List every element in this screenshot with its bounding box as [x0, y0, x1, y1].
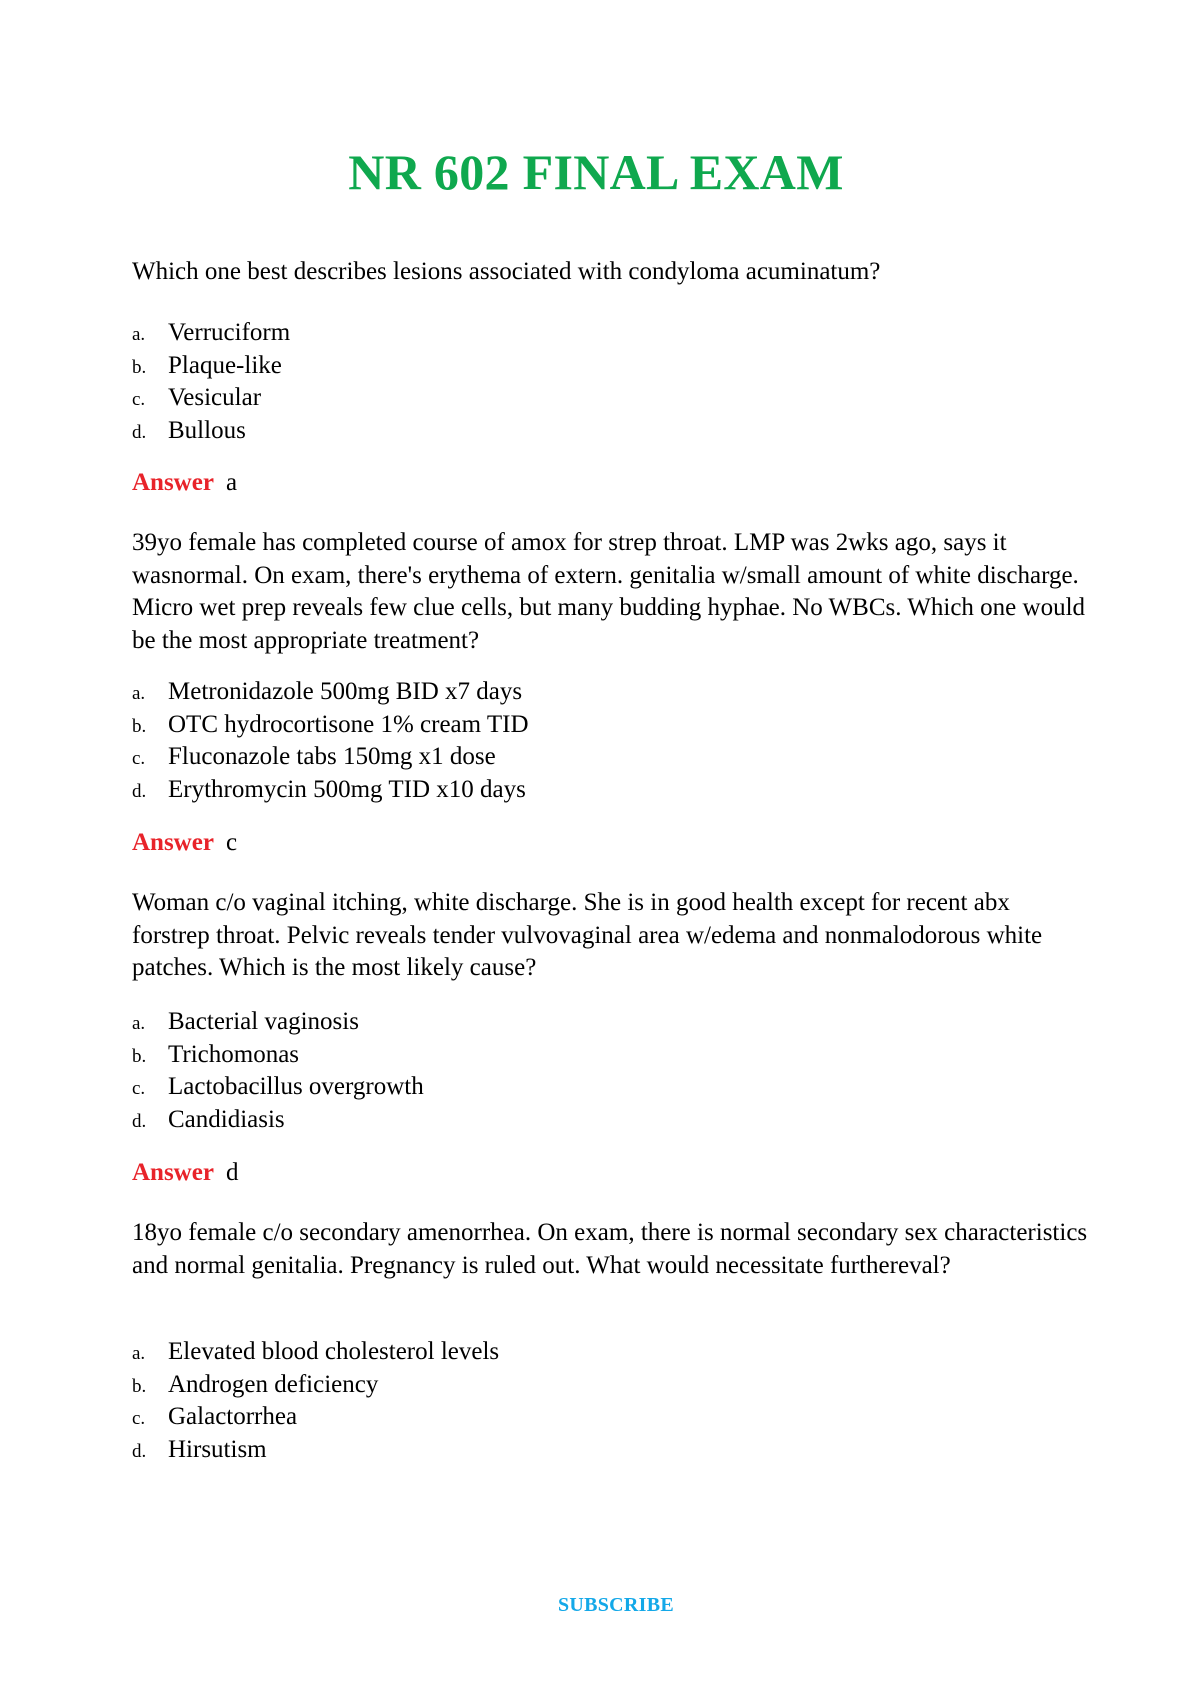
option-letter: a.	[132, 1013, 146, 1034]
option-text: Candidiasis	[168, 1105, 285, 1133]
question-2-options	[132, 676, 529, 806]
question-2-answer	[132, 827, 237, 860]
subscribe-link[interactable]: SUBSCRIBE	[557, 1594, 675, 1616]
option	[132, 774, 529, 807]
option-text: Galactorrhea	[168, 1403, 298, 1430]
option	[132, 1401, 499, 1434]
option-text: Vesicular	[168, 384, 262, 411]
answer-label: Answer	[132, 469, 214, 496]
answer-label: Answer	[132, 829, 214, 856]
option-text: Elevated blood cholesterol levels	[168, 1338, 500, 1365]
option	[132, 1071, 424, 1104]
question-2-text: 39yo female has completed course of amox for strep throat. LMP was 2wks ago, says it wasnormal. On exam, there's erythema of extern. genitalia w/small amount of white discharge. Micro wet prep reveals few clue cells, but many budding hyphae. No WBCs. Which one would be the most appropriate treatment?	[132, 529, 1086, 654]
option	[132, 382, 290, 415]
answer-value: c	[225, 829, 238, 856]
option	[132, 676, 529, 709]
option-letter: d.	[132, 421, 147, 443]
option-text: Fluconazole tabs 150mg x1 dose	[168, 743, 496, 770]
option-letter: c.	[132, 1408, 146, 1429]
question-3-text: Woman c/o vaginal itching, white discharge. She is in good health except for recent abx forstrep throat. Pelvic reveals tender vulvovaginal area w/edema and nonmalodorous white patches. Which is the most likely cause?	[132, 889, 1043, 981]
option-letter: c.	[132, 1078, 146, 1099]
option	[132, 1104, 424, 1137]
option-text: Metronidazole 500mg BID x7 days	[168, 678, 523, 705]
option	[132, 1006, 424, 1039]
option	[132, 415, 290, 448]
option-text: Erythromycin 500mg TID x10 days	[168, 775, 526, 803]
option	[132, 741, 529, 774]
option-letter: d.	[132, 1110, 147, 1132]
option-letter: d.	[132, 780, 147, 802]
answer-value: d	[225, 1159, 239, 1186]
option	[132, 1434, 499, 1467]
option-letter: a.	[132, 324, 146, 345]
question-4-options	[132, 1336, 499, 1466]
option-letter: d.	[132, 1440, 147, 1462]
option	[132, 709, 529, 742]
option-text: Bullous	[168, 416, 246, 444]
option-letter: b.	[132, 1375, 147, 1397]
question-3-answer	[132, 1157, 238, 1190]
option-text: Androgen deficiency	[168, 1370, 379, 1398]
option-text: Plaque-like	[168, 351, 282, 379]
option-text: Trichomonas	[168, 1040, 300, 1068]
option-letter: a.	[132, 683, 146, 704]
option	[132, 1039, 424, 1072]
option-text: Verruciform	[168, 319, 291, 346]
page-title: NR 602 FINAL EXAM	[348, 144, 844, 200]
question-4-text: 18yo female c/o secondary amenorrhea. On exam, there is normal secondary sex characteristics and normal genitalia. Pregnancy is ruled out. What would necessitate furthereval?	[132, 1219, 1088, 1279]
option-letter: c.	[132, 748, 146, 769]
question-3-options	[132, 1006, 424, 1136]
option-letter: c.	[132, 389, 146, 410]
option	[132, 1336, 499, 1369]
option	[132, 350, 290, 383]
option-letter: b.	[132, 356, 147, 378]
option	[132, 317, 290, 350]
option	[132, 1369, 499, 1402]
question-1-answer	[132, 467, 237, 500]
answer-label: Answer	[132, 1159, 214, 1186]
option-letter: b.	[132, 1045, 147, 1067]
question-1-text: Which one best describes lesions associated with condyloma acuminatum?	[132, 258, 881, 285]
option-text: Bacterial vaginosis	[168, 1008, 359, 1035]
option-text: Lactobacillus overgrowth	[168, 1073, 424, 1100]
option-letter: a.	[132, 1343, 146, 1364]
option-letter: b.	[132, 715, 147, 737]
question-1-options	[132, 317, 290, 447]
option-text: Hirsutism	[168, 1435, 267, 1463]
option-text: OTC hydrocortisone 1% cream TID	[168, 710, 529, 738]
answer-value: a	[225, 469, 238, 496]
